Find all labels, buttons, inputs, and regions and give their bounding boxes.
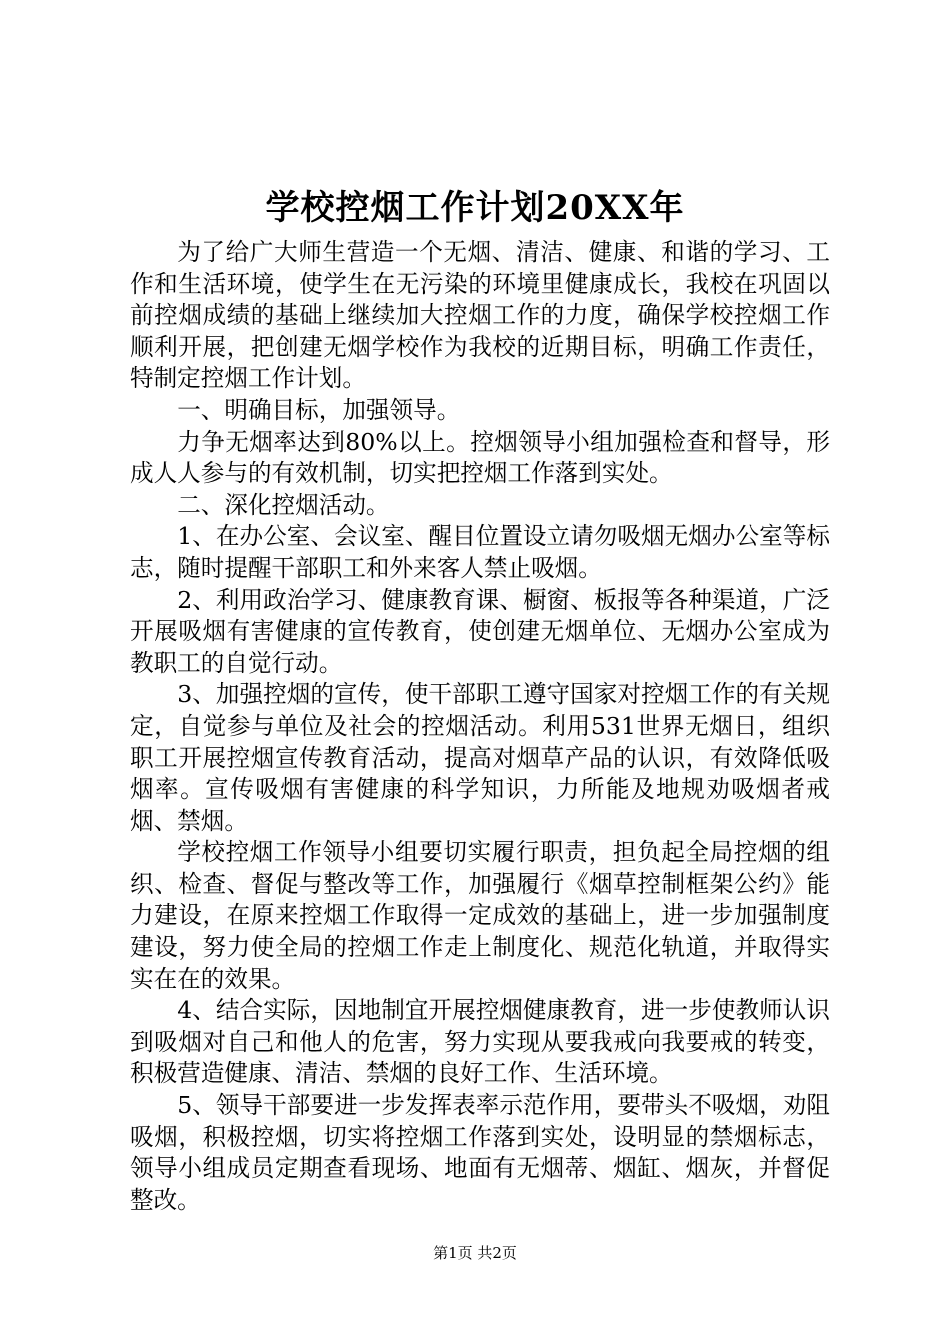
body-paragraph: 学校控烟工作领导小组要切实履行职责，担负起全局控烟的组织、检查、督促与整改等工作，加强履行《烟草控制框架公约》能力建设，在原来控烟工作取得一定成效的基础上，进一步加强制度建设，努力使全局的控烟工作走上制度化、规范化轨道，并取得实实在在的效果。 xyxy=(130,838,830,993)
section-heading-2: 二、深化控烟活动。 xyxy=(177,490,390,519)
list-item-5: 5、领导干部要进一步发挥表率示范作用，要带头不吸烟，劝阻吸烟，积极控烟，切实将控烟工作落到实处，设明显的禁烟标志，领导小组成员定期查看现场、地面有无烟蒂、烟缸、烟灰，并督促整改。 xyxy=(130,1091,830,1214)
document-title: 学校控烟工作计划20XX年 xyxy=(265,188,685,228)
list-item-1: 1、在办公室、会议室、醒目位置设立请勿吸烟无烟办公室等标志，随时提醒干部职工和外来客人禁止吸烟。 xyxy=(130,522,830,582)
body-paragraph: 力争无烟率达到80%以上。控烟领导小组加强检查和督导，形成人人参与的有效机制，切实把控烟工作落到实处。 xyxy=(130,427,830,488)
list-item-4: 4、结合实际，因地制宜开展控烟健康教育，进一步使教师认识到吸烟对自己和他人的危害，努力实现从要我戒向我要戒的转变，积极营造健康、清洁、禁烟的良好工作、生活环境。 xyxy=(130,996,830,1088)
document-body xyxy=(130,237,830,1216)
list-item-3: 3、加强控烟的宣传，使干部职工遵守国家对控烟工作的有关规定，自觉参与单位及社会的控烟活动。利用531世界无烟日，组织职工开展控烟宣传教育活动，提高对烟草产品的认识，有效降低吸烟率。宣传吸烟有害健康的科学知识，力所能及地规劝吸烟者戒烟、禁烟。 xyxy=(130,680,830,835)
page-number: 第1页 共2页 xyxy=(433,1244,517,1262)
list-item-2: 2、利用政治学习、健康教育课、橱窗、板报等各种渠道，广泛开展吸烟有害健康的宣传教育，使创建无烟单位、无烟办公室成为教职工的自觉行动。 xyxy=(130,585,830,677)
intro-paragraph: 为了给广大师生营造一个无烟、清洁、健康、和谐的学习、工作和生活环境，使学生在无污染的环境里健康成长，我校在巩固以前控烟成绩的基础上继续加大控烟工作的力度，确保学校控烟工作顺利开展，把创建无烟学校作为我校的近期目标，明确工作责任，特制定控烟工作计划。 xyxy=(130,238,830,393)
section-heading-1: 一、明确目标，加强领导。 xyxy=(177,395,461,424)
